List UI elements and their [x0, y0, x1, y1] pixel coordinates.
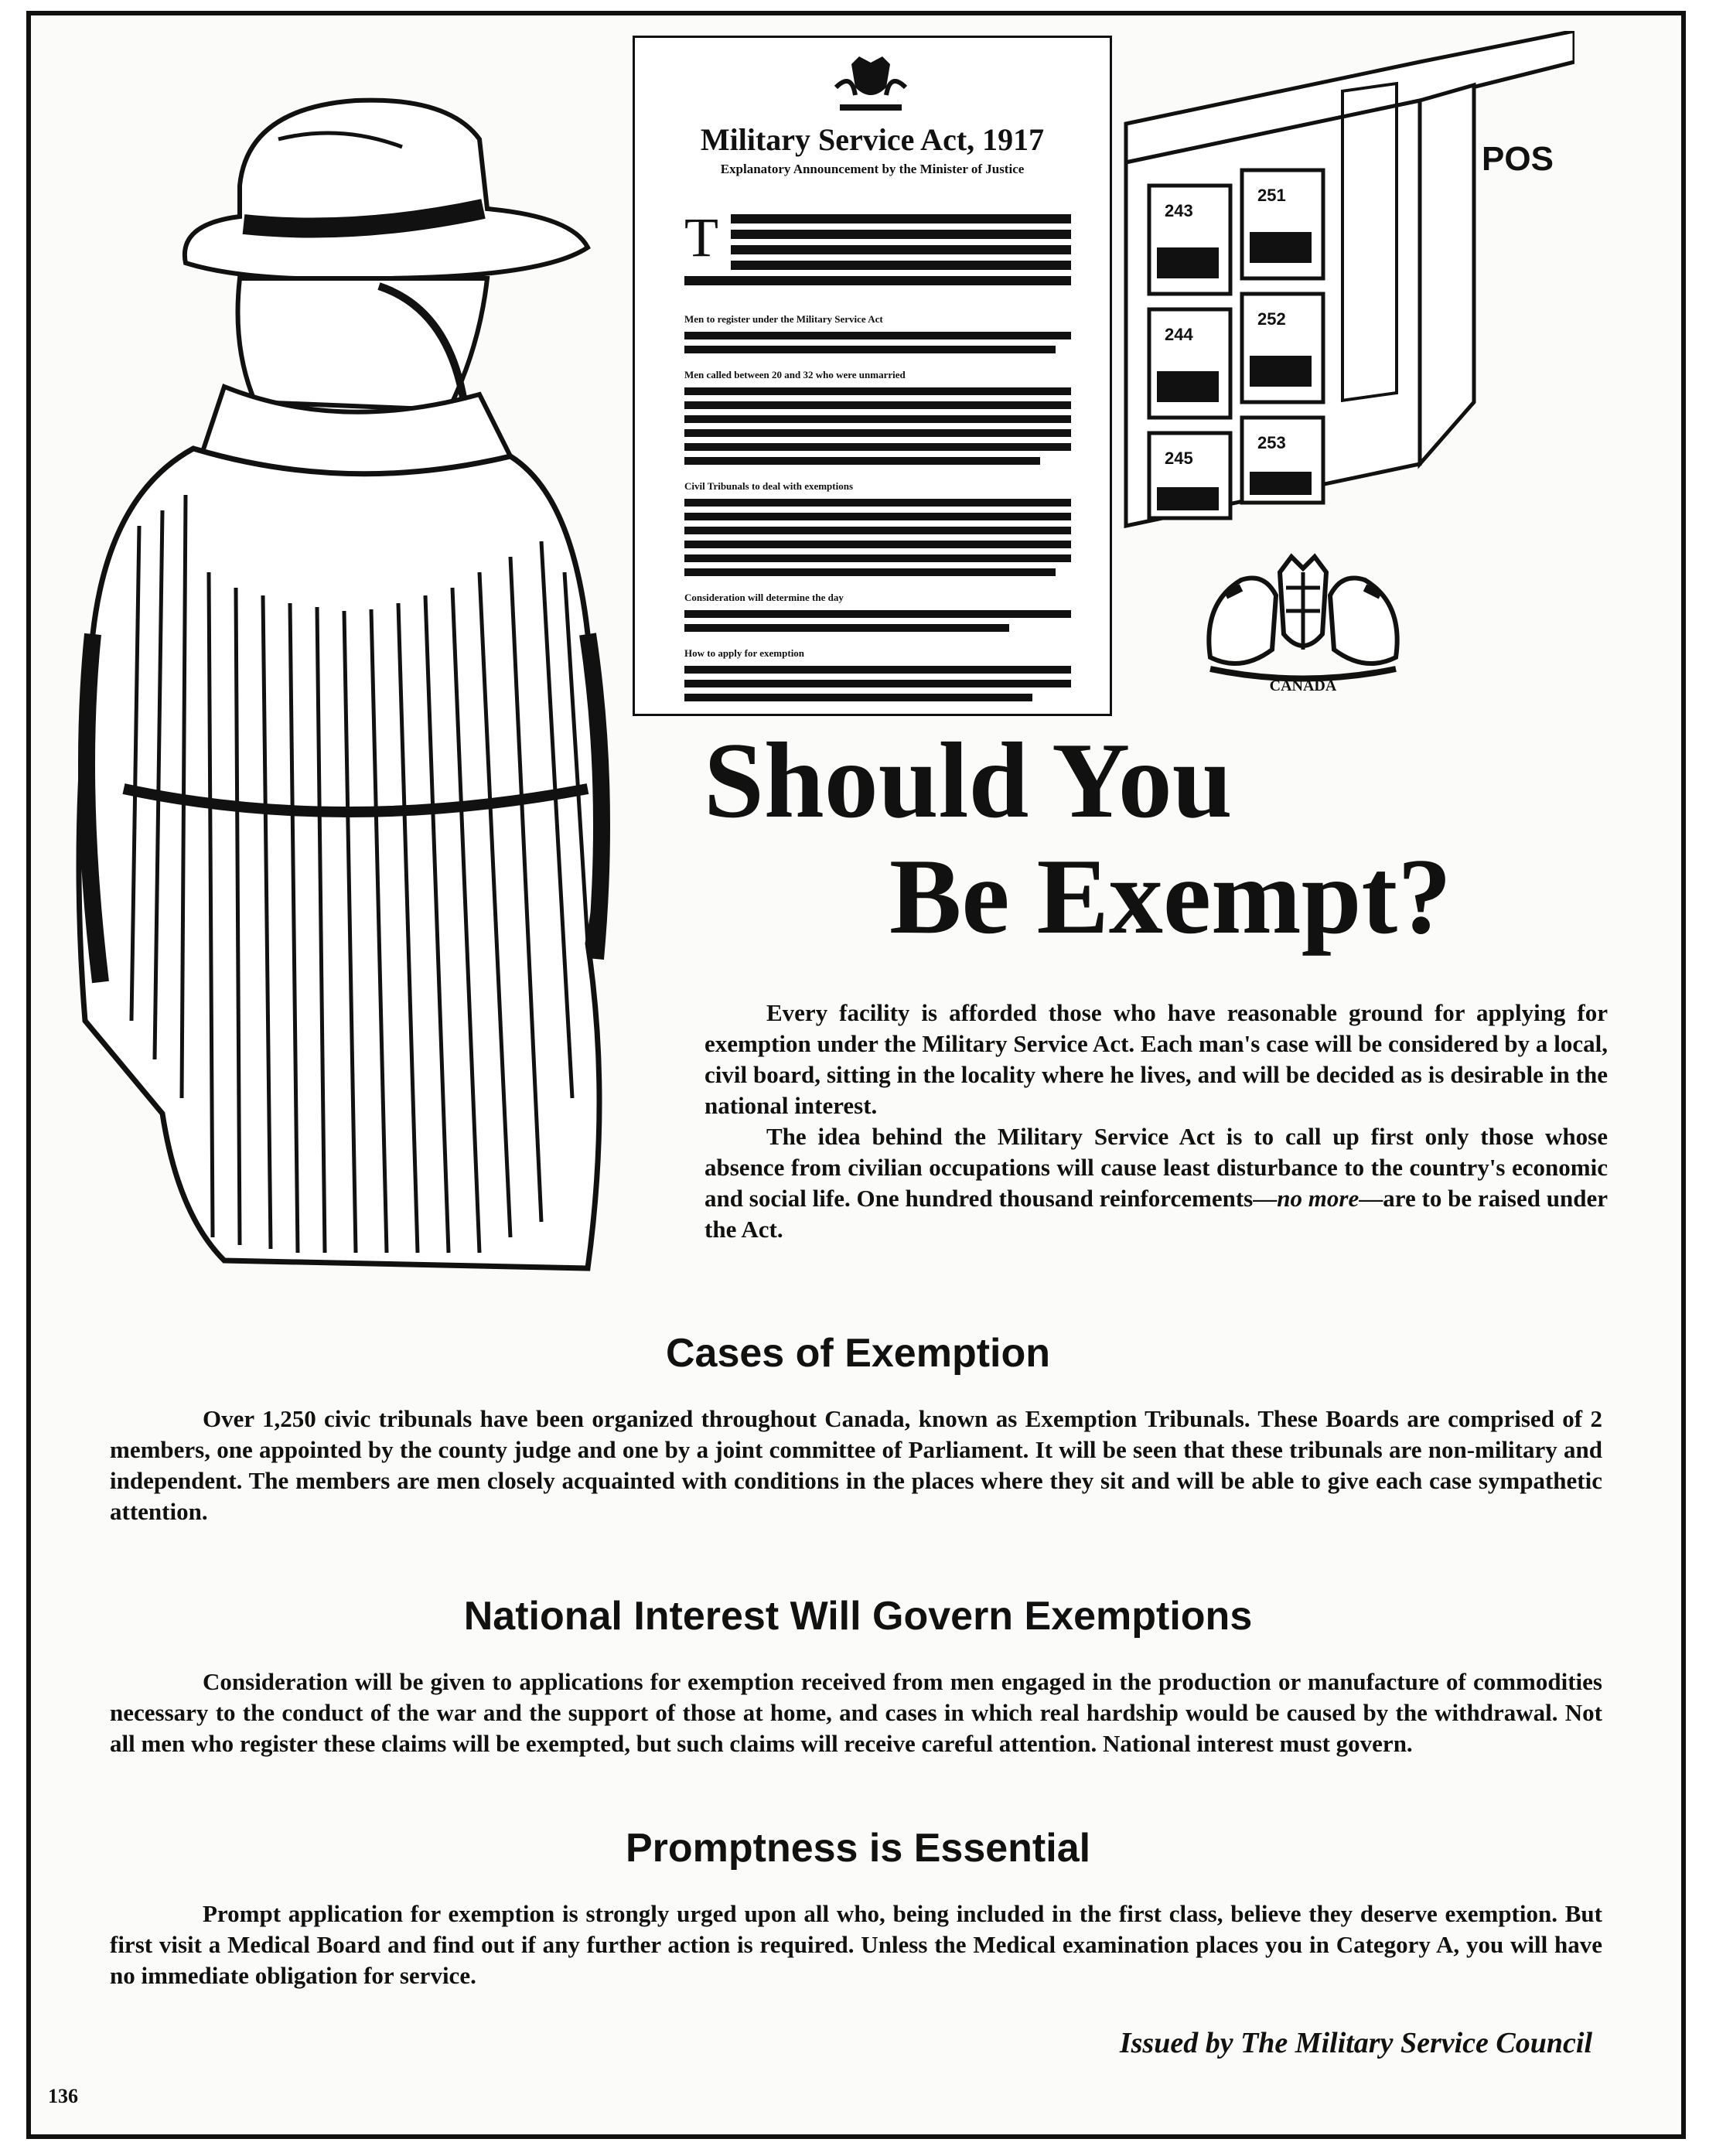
notice-drop-cap: T	[684, 206, 718, 268]
headline	[696, 723, 1624, 955]
post-box-number: 243	[1165, 201, 1193, 220]
man-illustration	[46, 93, 650, 1276]
notice-title: Military Service Act, 1917	[700, 122, 1045, 157]
section-body: Prompt application for exemption is strongly urged upon all who, being included in the first class, believe they deserve exemption. But first visit a Medical Board and find out if any further action is required. Unless the Medical examination places you in Category A, you will have no immediate obligation for service.	[110, 1900, 1602, 1989]
headline-line-2: Be Exempt?	[889, 837, 1452, 957]
notice-heading: Consideration will determine the day	[684, 592, 844, 603]
intro-paragraph	[704, 1121, 1608, 1245]
canada-label: CANADA	[1269, 677, 1337, 694]
post-office-sign: POS	[1482, 140, 1554, 178]
military-service-act-notice	[633, 36, 1112, 716]
intro-paragraph-text: —are to be raised under the Act.	[704, 1185, 1609, 1243]
notice-heading: Civil Tribunals to deal with exemptions	[684, 480, 854, 492]
section-title: Cases of Exemption	[665, 1331, 1051, 1376]
headline-line-1: Should You	[704, 721, 1233, 841]
intro-paragraph: Every facility is afforded those who have reasonable ground for applying for exemption under the Military Service Act. Each man's case will be considered by a local, civil board, sitting in the locality where he lives, and will be decided as is desirable in the national interest.	[704, 999, 1608, 1119]
intro-paragraph-text: The idea behind the Military Service Act is to call up first only those whose absence from civilian occupations will cause least disturbance to the country's economic and social life. One hundred thousand reinforcements—	[704, 1123, 1608, 1212]
notice-heading: Men called between 20 and 32 who were unmarried	[684, 369, 906, 380]
post-office-boxes-illustration	[1110, 31, 1574, 541]
page-number: 136	[48, 2085, 78, 2107]
notice-heading: How to apply for exemption	[684, 647, 805, 659]
post-box-number: 252	[1257, 309, 1286, 329]
royal-crest-icon	[828, 56, 913, 118]
intro-text	[704, 998, 1608, 1245]
notice-heading: Men to register under the Military Service Act	[684, 313, 883, 325]
issuer-signature: Issued by The Military Service Council	[1119, 2027, 1592, 2059]
section-title: National Interest Will Govern Exemptions	[463, 1594, 1253, 1639]
post-box-number: 244	[1165, 325, 1193, 344]
post-box-number: 253	[1257, 433, 1286, 452]
notice-subtitle: Explanatory Announcement by the Minister of Justice	[720, 162, 1025, 176]
intro-emphasis: no more	[1277, 1185, 1359, 1212]
notice-text-lines	[684, 208, 1071, 703]
post-box-number: 245	[1165, 449, 1193, 468]
post-box-number: 251	[1257, 186, 1286, 205]
section-body: Over 1,250 civic tribunals have been organized throughout Canada, known as Exemption Tribunals. These Boards are comprised of 2 members, one appointed by the county judge and one by a joint committee of Parliament. It will be seen that these tribunals are non-military and independent. The members are men closely acquainted with conditions in the places where they sit and will be able to give each case sympathetic attention.	[110, 1405, 1602, 1525]
canada-coat-of-arms-icon	[1195, 541, 1411, 696]
section-title: Promptness is Essential	[625, 1826, 1091, 1871]
section-body: Consideration will be given to applications for exemption received from men engaged in the production or manufacture of commodities necessary to the conduct of the war and the support of those at home, and cases in which real hardship would be caused by the withdrawal. Not all men who register these claims will be exempted, but such claims will receive careful attention. National interest must govern.	[110, 1668, 1602, 1757]
